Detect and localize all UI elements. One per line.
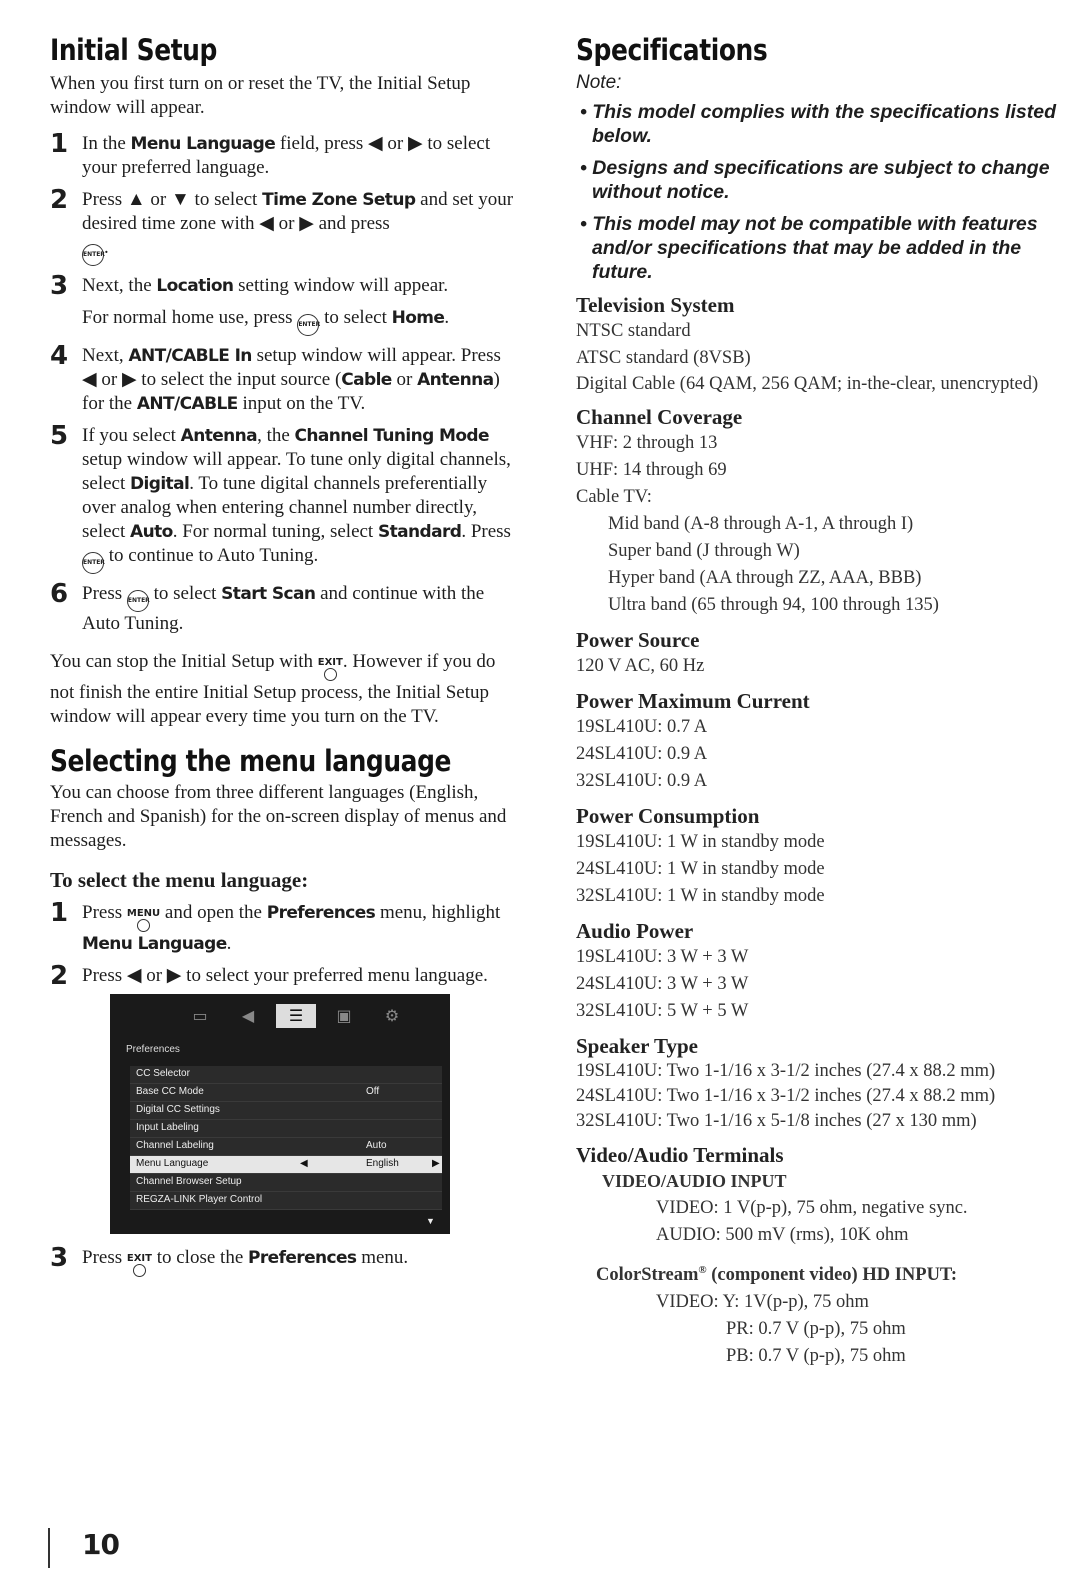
menu-language-term: Menu Language xyxy=(82,934,227,954)
spec-line: 32SL410U: Two 1-1/16 x 5-1/8 inches (27 x 130 mm) xyxy=(576,1111,977,1131)
preferences-term: Preferences xyxy=(266,903,376,923)
menu-title: Preferences xyxy=(126,1044,180,1055)
step-number: 3 xyxy=(50,1243,69,1273)
setup-tab-icon: ⚙ xyxy=(384,1006,400,1025)
setup-step-6 xyxy=(50,579,520,636)
menu-button-icon xyxy=(127,909,160,932)
exit-label: EXIT xyxy=(317,657,343,668)
specifications-heading: Specifications xyxy=(576,33,768,67)
note-item: • This model complies with the specifications listed below. xyxy=(580,101,1057,147)
menu-tab-bar xyxy=(160,1002,410,1030)
row-label: Base CC Mode xyxy=(136,1086,204,1097)
step-number: 4 xyxy=(50,341,69,371)
step-number: 2 xyxy=(50,185,69,215)
spec-line: 19SL410U: 1 W in standby mode xyxy=(576,832,825,852)
spec-line: AUDIO: 500 mV (rms), 10K ohm xyxy=(656,1225,909,1245)
location-term: Location xyxy=(156,276,234,296)
channel-tuning-mode-term: Channel Tuning Mode xyxy=(294,426,489,446)
speaker-type-title: Speaker Type xyxy=(576,1034,698,1058)
step-text: setup window will appear. Press ◀ or ▶ to select the input source ( xyxy=(82,345,501,390)
page-number-bar xyxy=(48,1528,50,1568)
start-scan-term: Start Scan xyxy=(221,584,316,604)
menu-language-subhead: To select the menu language: xyxy=(50,868,309,892)
step-text: , the xyxy=(257,425,295,446)
ant-cable-term: ANT/CABLE xyxy=(136,394,238,414)
enter-button-icon: ENTER xyxy=(82,552,104,574)
menu-row xyxy=(130,1066,442,1084)
preferences-term: Preferences xyxy=(248,1248,357,1268)
step-text: field, press ◀ or ▶ to select your preferred language. xyxy=(82,133,491,178)
step-text: to select xyxy=(319,307,392,328)
enter-button-icon: ENTER xyxy=(127,590,149,612)
step-text: to close the xyxy=(151,1247,248,1268)
power-consumption-title: Power Consumption xyxy=(576,804,760,828)
step-text: Next, xyxy=(82,345,129,366)
menu-step-2 xyxy=(50,961,520,991)
exit-button-icon xyxy=(127,1254,152,1277)
step-number: 2 xyxy=(50,961,69,991)
antenna-term: Antenna xyxy=(417,370,494,390)
menu-row xyxy=(130,1084,442,1102)
row-value: Off xyxy=(366,1086,380,1097)
row-label: Menu Language xyxy=(136,1158,209,1169)
spec-line: 32SL410U: 5 W + 5 W xyxy=(576,1001,749,1021)
step-text: Press xyxy=(82,583,123,604)
note-text: This model complies with the specifications listed below. xyxy=(592,101,1057,147)
scroll-down-icon: ▼ xyxy=(426,1216,435,1226)
menu-row-selected xyxy=(130,1156,442,1174)
preferences-tab-icon: ☰ xyxy=(276,1004,316,1028)
step-text: input on the TV. xyxy=(237,393,366,414)
cable-term: Cable xyxy=(341,370,392,390)
power-max-current-title: Power Maximum Current xyxy=(576,689,810,713)
spec-line: Cable TV: xyxy=(576,487,652,507)
digital-term: Digital xyxy=(130,474,190,494)
spec-line: ATSC standard (8VSB) xyxy=(576,348,751,368)
sound-tab-icon: ◀ xyxy=(241,1006,255,1025)
stop-setup-paragraph xyxy=(50,650,520,729)
menu-row xyxy=(130,1174,442,1192)
right-column xyxy=(576,30,1056,1370)
setup-step-4 xyxy=(50,341,520,416)
step-text: to continue to Auto Tuning. xyxy=(104,545,319,566)
step-text: Press xyxy=(82,1247,123,1268)
row-label: Digital CC Settings xyxy=(136,1104,220,1115)
row-label: Channel Labeling xyxy=(136,1140,214,1151)
spec-line: 24SL410U: Two 1-1/16 x 3-1/2 inches (27.4 x 88.2 mm) xyxy=(576,1086,996,1106)
step-text: setting window will appear. xyxy=(233,275,449,296)
note-text: This model may not be compatible with features and/or specifications that may be added in the future. xyxy=(592,213,1038,283)
step-text: and set your desired time zone with ◀ or ▶ and press xyxy=(82,189,514,234)
menu-step-3 xyxy=(50,1243,520,1277)
power-source-title: Power Source xyxy=(576,628,700,652)
step-text: menu. xyxy=(356,1247,409,1268)
spec-line: VIDEO: 1 V(p-p), 75 ohm, negative sync. xyxy=(656,1198,968,1218)
note-label: Note: xyxy=(576,72,622,93)
left-arrow-icon: ◀ xyxy=(300,1158,308,1169)
spec-line: 120 V AC, 60 Hz xyxy=(576,656,705,676)
step-text: and continue with the Auto Tuning. xyxy=(82,583,485,634)
row-value: English xyxy=(366,1158,399,1169)
step-text: Press ◀ or ▶ to select your preferred menu language. xyxy=(82,965,488,986)
channel-coverage-title: Channel Coverage xyxy=(576,405,743,429)
spec-line: 32SL410U: 0.9 A xyxy=(576,771,708,791)
spec-line: PR: 0.7 V (p-p), 75 ohm xyxy=(726,1319,906,1340)
spec-line: 19SL410U: 0.7 A xyxy=(576,717,708,737)
colorstream-title xyxy=(576,1257,1056,1289)
menu-row xyxy=(130,1192,442,1210)
note-item: • This model may not be compatible with features and/or specifications that may be added in the future. xyxy=(580,213,1038,283)
standard-term: Standard xyxy=(377,522,462,542)
spec-line: Hyper band (AA through ZZ, AAA, BBB) xyxy=(608,568,922,588)
enter-button-icon: ENTER xyxy=(82,244,104,266)
step-text: If you select xyxy=(82,425,181,446)
time-zone-setup-term: Time Zone Setup xyxy=(262,190,416,210)
row-label: Channel Browser Setup xyxy=(136,1176,242,1187)
step-number: 1 xyxy=(50,129,69,159)
initial-setup-intro: When you first turn on or reset the TV, the Initial Setup window will appear. xyxy=(50,73,471,118)
enter-button-icon: ENTER xyxy=(297,314,319,336)
spec-line: Super band (J through W) xyxy=(608,541,800,561)
spec-line: 19SL410U: Two 1-1/16 x 3-1/2 inches (27.4 x 88.2 mm) xyxy=(576,1061,996,1081)
auto-term: Auto xyxy=(130,522,173,542)
step-number: 3 xyxy=(50,271,69,301)
antenna-term: Antenna xyxy=(180,426,258,446)
audio-power-title: Audio Power xyxy=(576,919,694,943)
note-item: • Designs and specifications are subject to change without notice. xyxy=(580,157,1050,203)
step-text: setup window will appear. To tune only digital channels, select xyxy=(82,449,511,494)
spec-line: Ultra band (65 through 94, 100 through 135) xyxy=(608,595,939,615)
paragraph-text: . However if you do not finish the entire Initial Setup process, the Initial Setup window will appear every time you turn on the TV. xyxy=(50,651,496,727)
step-text: For normal home use, press xyxy=(82,307,293,328)
left-column xyxy=(50,30,520,1277)
step-number: 5 xyxy=(50,421,69,451)
row-value: Auto xyxy=(366,1140,387,1151)
menu-language-term: Menu Language xyxy=(130,134,276,154)
step-text: or xyxy=(391,369,418,390)
step-text: Press ▲ or ▼ to select xyxy=(82,189,263,210)
ant-cable-in-term: ANT/CABLE In xyxy=(128,346,252,366)
colorstream-text: (component video) HD INPUT: xyxy=(706,1265,958,1286)
colorstream-text: ColorStream xyxy=(596,1265,699,1286)
menu-row xyxy=(130,1120,442,1138)
terminals-title: Video/Audio Terminals xyxy=(576,1143,784,1167)
spec-line: 24SL410U: 3 W + 3 W xyxy=(576,974,749,994)
menu-row xyxy=(130,1102,442,1120)
step-text: Next, the xyxy=(82,275,157,296)
menu-row xyxy=(130,1138,442,1156)
row-label: Input Labeling xyxy=(136,1122,199,1133)
step-text: . xyxy=(226,933,232,954)
menu-language-intro: You can choose from three different languages (English, French and Spanish) for the on-screen display of menus and messages. xyxy=(50,782,507,851)
lock-tab-icon: ▣ xyxy=(336,1006,352,1025)
step-text: . To tune digital channels preferentially over analog when entering channel number directly, select xyxy=(82,473,488,542)
picture-tab-icon: ▭ xyxy=(192,1006,208,1025)
spec-line: 32SL410U: 1 W in standby mode xyxy=(576,886,825,906)
step-number: 6 xyxy=(50,579,69,609)
television-system-title: Television System xyxy=(576,293,735,317)
registered-mark: ® xyxy=(698,1264,707,1276)
setup-step-1 xyxy=(50,129,520,180)
step-text: Press xyxy=(82,902,123,923)
spec-line: 24SL410U: 1 W in standby mode xyxy=(576,859,825,879)
spec-line: 19SL410U: 3 W + 3 W xyxy=(576,947,749,967)
step-text: In the xyxy=(82,133,131,154)
row-label: REGZA-LINK Player Control xyxy=(136,1194,263,1205)
menu-step-1 xyxy=(50,898,520,956)
spec-line: Digital Cable (64 QAM, 256 QAM; in-the-clear, unencrypted) xyxy=(576,374,1039,394)
spec-line: NTSC standard xyxy=(576,321,691,341)
menu-language-heading: Selecting the menu language xyxy=(50,744,451,778)
initial-setup-heading: Initial Setup xyxy=(50,33,217,67)
step-text: ) for the xyxy=(82,369,500,414)
row-label: CC Selector xyxy=(136,1068,190,1079)
step-text: . For normal tuning, select xyxy=(172,521,378,542)
spec-line: VHF: 2 through 13 xyxy=(576,433,718,453)
step-text: and open the xyxy=(160,902,267,923)
setup-step-2: 2 Press ▲ or ▼ to select Time Zone Setup and set your desired time zone with ◀ or ▶ and press ENTER. xyxy=(50,188,520,266)
setup-step-5 xyxy=(50,421,520,574)
step-text: menu, highlight xyxy=(375,902,501,923)
note-text: Designs and specifications are subject to change without notice. xyxy=(592,157,1050,203)
right-arrow-icon: ▶ xyxy=(432,1158,440,1169)
video-audio-input-title: VIDEO/AUDIO INPUT xyxy=(602,1171,787,1191)
spec-line: PB: 0.7 V (p-p), 75 ohm xyxy=(726,1346,906,1367)
spec-line: UHF: 14 through 69 xyxy=(576,460,727,480)
page-number: 10 xyxy=(82,1528,119,1561)
spec-line: VIDEO: Y: 1V(p-p), 75 ohm xyxy=(656,1292,869,1313)
preferences-menu-screenshot xyxy=(110,994,450,1234)
step-text: . Press xyxy=(461,521,511,542)
setup-step-3 xyxy=(50,271,520,336)
spec-line: 24SL410U: 0.9 A xyxy=(576,744,708,764)
step-text: . xyxy=(444,307,450,328)
paragraph-text: You can stop the Initial Setup with xyxy=(50,651,314,672)
step-number: 1 xyxy=(50,898,69,928)
home-term: Home xyxy=(391,308,445,328)
exit-button-icon xyxy=(318,658,343,681)
menu-label: MENU xyxy=(126,908,161,919)
step-text: to select xyxy=(148,583,222,604)
exit-label: EXIT xyxy=(126,1253,152,1264)
spec-line: Mid band (A-8 through A-1, A through I) xyxy=(608,514,914,534)
